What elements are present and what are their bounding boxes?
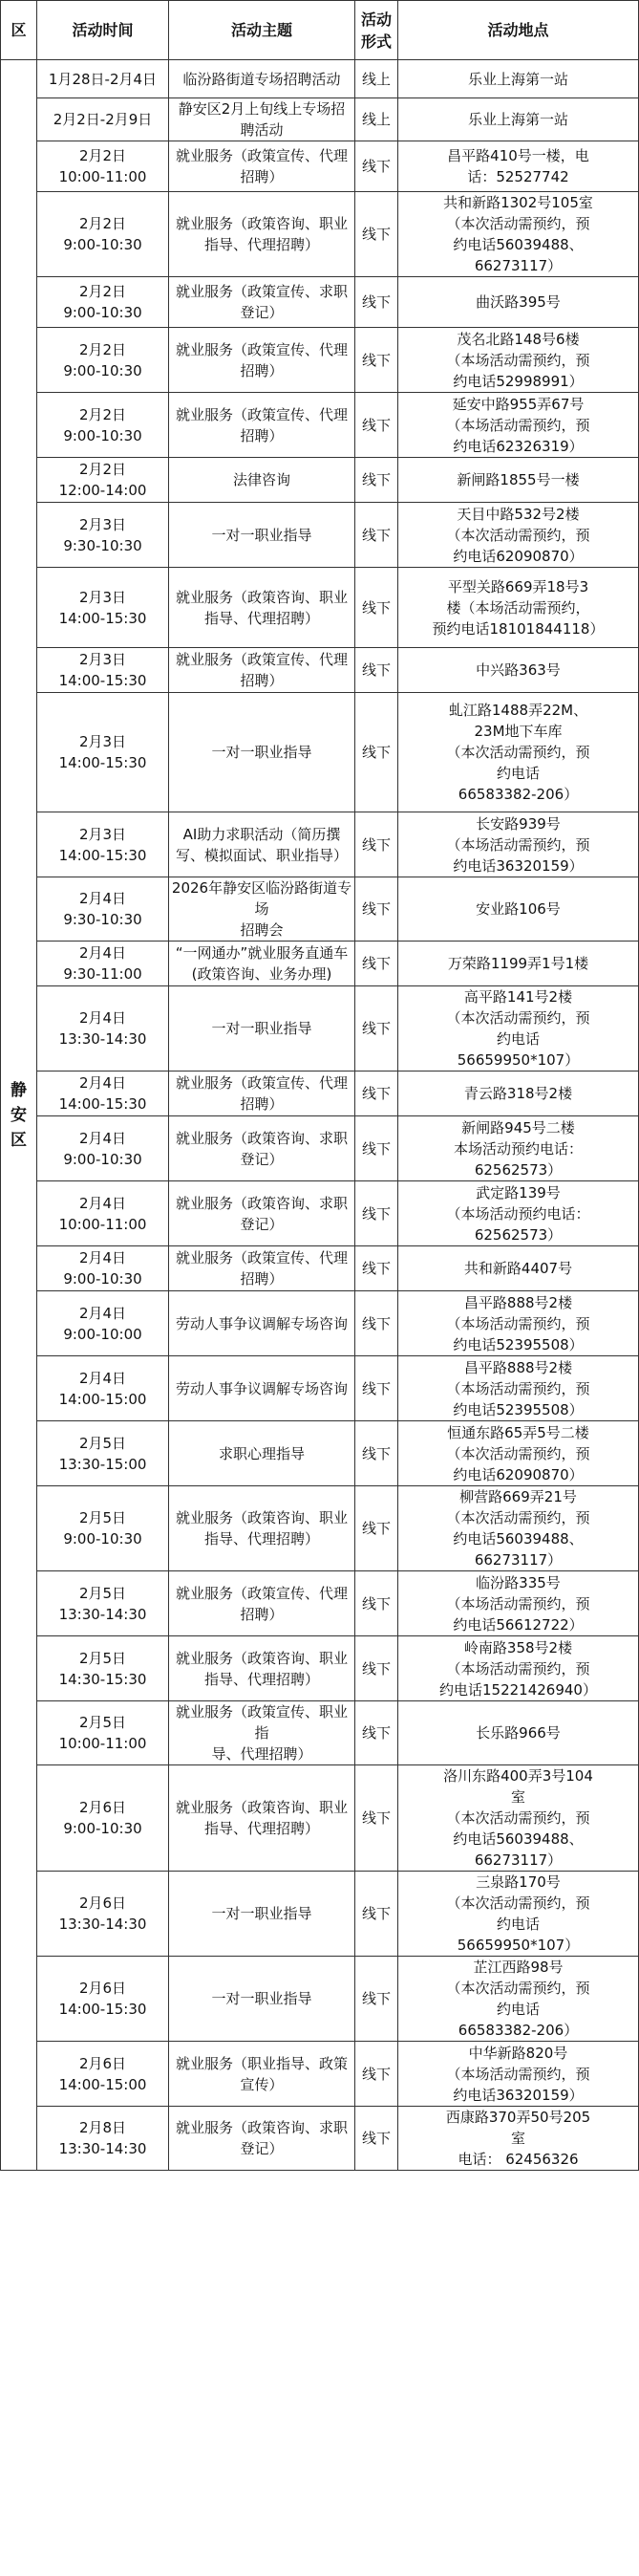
topic-cell: 一对一职业指导 bbox=[169, 693, 355, 812]
time-cell: 2月3日 14:00-15:30 bbox=[37, 568, 169, 648]
topic-cell: 就业服务（政策咨询、职业 指导、代理招聘） bbox=[169, 1486, 355, 1571]
table-row bbox=[1, 60, 639, 98]
table-row bbox=[1, 812, 639, 877]
format-cell: 线下 bbox=[355, 458, 398, 503]
format-cell: 线下 bbox=[355, 1765, 398, 1872]
time-cell: 2月6日 14:00-15:30 bbox=[37, 1957, 169, 2042]
location-cell: 昌平路410号一楼，电 话：52527742 bbox=[398, 141, 639, 192]
header-location: 活动地点 bbox=[398, 1, 639, 60]
format-cell: 线下 bbox=[355, 1116, 398, 1181]
table-row bbox=[1, 1072, 639, 1116]
format-cell: 线下 bbox=[355, 1291, 398, 1356]
location-cell: 青云路318号2楼 bbox=[398, 1072, 639, 1116]
format-cell: 线下 bbox=[355, 328, 398, 393]
location-cell: 共和新路4407号 bbox=[398, 1246, 639, 1291]
table-row bbox=[1, 1421, 639, 1486]
format-cell: 线下 bbox=[355, 1421, 398, 1486]
topic-cell: 临汾路街道专场招聘活动 bbox=[169, 60, 355, 98]
header-time: 活动时间 bbox=[37, 1, 169, 60]
schedule-body bbox=[1, 60, 639, 2171]
table-row bbox=[1, 1636, 639, 1701]
format-cell: 线下 bbox=[355, 277, 398, 328]
topic-cell: 一对一职业指导 bbox=[169, 503, 355, 568]
table-row bbox=[1, 1116, 639, 1181]
format-cell: 线下 bbox=[355, 1957, 398, 2042]
topic-cell: AI助力求职活动（简历撰 写、模拟面试、职业指导） bbox=[169, 812, 355, 877]
time-cell: 2月4日 14:00-15:30 bbox=[37, 1072, 169, 1116]
table-row bbox=[1, 877, 639, 942]
topic-cell: 就业服务（政策宣传、代理 招聘） bbox=[169, 648, 355, 693]
format-cell: 线下 bbox=[355, 503, 398, 568]
time-cell: 2月6日 9:00-10:30 bbox=[37, 1765, 169, 1872]
time-cell: 2月4日 9:00-10:30 bbox=[37, 1116, 169, 1181]
time-cell: 1月28日-2月4日 bbox=[37, 60, 169, 98]
format-cell: 线下 bbox=[355, 1486, 398, 1571]
topic-cell: 就业服务（政策宣传、代理 招聘） bbox=[169, 1246, 355, 1291]
location-cell: 高平路141号2楼 （本次活动需预约，预 约电话 56659950*107） bbox=[398, 986, 639, 1072]
location-cell: 柳营路669弄21号 （本次活动需预约，预 约电话56039488、 66273117） bbox=[398, 1486, 639, 1571]
header-row bbox=[1, 1, 639, 60]
table-row bbox=[1, 1246, 639, 1291]
time-cell: 2月4日 14:00-15:00 bbox=[37, 1356, 169, 1421]
time-cell: 2月5日 13:30-15:00 bbox=[37, 1421, 169, 1486]
topic-cell: 法律咨询 bbox=[169, 458, 355, 503]
location-cell: 武定路139号 （本场活动预约电话： 62562573） bbox=[398, 1181, 639, 1246]
table-row bbox=[1, 393, 639, 458]
time-cell: 2月8日 13:30-14:30 bbox=[37, 2107, 169, 2171]
table-row bbox=[1, 693, 639, 812]
location-cell: 昌平路888号2楼 （本场活动需预约，预 约电话52395508） bbox=[398, 1356, 639, 1421]
topic-cell: 就业服务（政策咨询、职业 指导、代理招聘） bbox=[169, 568, 355, 648]
location-cell: 恒通东路65弄5号二楼 （本次活动需预约，预 约电话62090870） bbox=[398, 1421, 639, 1486]
table-row bbox=[1, 2107, 639, 2171]
location-cell: 岭南路358号2楼 （本场活动需预约，预 约电话15221426940） bbox=[398, 1636, 639, 1701]
topic-cell: 就业服务（职业指导、政策 宣传） bbox=[169, 2042, 355, 2107]
location-cell: 昌平路888号2楼 （本场活动需预约，预 约电话52395508） bbox=[398, 1291, 639, 1356]
topic-cell: 静安区2月上旬线上专场招 聘活动 bbox=[169, 98, 355, 141]
location-cell: 平型关路669弄18号3 楼（本场活动需预约， 预约电话18101844118） bbox=[398, 568, 639, 648]
topic-cell: 就业服务（政策宣传、代理 招聘） bbox=[169, 141, 355, 192]
topic-cell: 就业服务（政策咨询、职业 指导、代理招聘） bbox=[169, 192, 355, 277]
format-cell: 线上 bbox=[355, 98, 398, 141]
topic-cell: 劳动人事争议调解专场咨询 bbox=[169, 1356, 355, 1421]
format-cell: 线下 bbox=[355, 141, 398, 192]
table-row bbox=[1, 1701, 639, 1765]
table-row bbox=[1, 1765, 639, 1872]
time-cell: 2月2日 9:00-10:30 bbox=[37, 393, 169, 458]
topic-cell: 就业服务（政策宣传、代理 招聘） bbox=[169, 393, 355, 458]
time-cell: 2月3日 14:00-15:30 bbox=[37, 648, 169, 693]
format-cell: 线下 bbox=[355, 568, 398, 648]
table-row bbox=[1, 98, 639, 141]
format-cell: 线下 bbox=[355, 648, 398, 693]
format-cell: 线下 bbox=[355, 1246, 398, 1291]
location-cell: 茂名北路148号6楼 （本场活动需预约，预 约电话52998991） bbox=[398, 328, 639, 393]
time-cell: 2月3日 14:00-15:30 bbox=[37, 812, 169, 877]
topic-cell: 2026年静安区临汾路街道专场 招聘会 bbox=[169, 877, 355, 942]
table-row bbox=[1, 1571, 639, 1636]
table-row bbox=[1, 1957, 639, 2042]
topic-cell: 劳动人事争议调解专场咨询 bbox=[169, 1291, 355, 1356]
format-cell: 线下 bbox=[355, 1072, 398, 1116]
format-cell: 线下 bbox=[355, 812, 398, 877]
topic-cell: 就业服务（政策宣传、代理 招聘） bbox=[169, 1571, 355, 1636]
format-cell: 线下 bbox=[355, 393, 398, 458]
time-cell: 2月4日 9:30-10:30 bbox=[37, 877, 169, 942]
topic-cell: 一对一职业指导 bbox=[169, 1872, 355, 1957]
format-cell: 线下 bbox=[355, 942, 398, 986]
format-cell: 线下 bbox=[355, 693, 398, 812]
topic-cell: 就业服务（政策咨询、职业 指导、代理招聘） bbox=[169, 1765, 355, 1872]
location-cell: 新闸路1855号一楼 bbox=[398, 458, 639, 503]
format-cell: 线下 bbox=[355, 877, 398, 942]
table-row bbox=[1, 986, 639, 1072]
location-cell: 长乐路966号 bbox=[398, 1701, 639, 1765]
location-cell: 西康路370弄50号205 室 电话： 62456326 bbox=[398, 2107, 639, 2171]
location-cell: 万荣路1199弄1号1楼 bbox=[398, 942, 639, 986]
header-format: 活动 形式 bbox=[355, 1, 398, 60]
header-district: 区 bbox=[1, 1, 37, 60]
district-cell: 静 安 区 bbox=[1, 60, 37, 2171]
time-cell: 2月5日 10:00-11:00 bbox=[37, 1701, 169, 1765]
time-cell: 2月5日 9:00-10:30 bbox=[37, 1486, 169, 1571]
table-row bbox=[1, 1872, 639, 1957]
format-cell: 线下 bbox=[355, 2042, 398, 2107]
location-cell: 三泉路170号 （本次活动需预约，预 约电话 56659950*107） bbox=[398, 1872, 639, 1957]
topic-cell: 就业服务（政策宣传、代理 招聘） bbox=[169, 1072, 355, 1116]
time-cell: 2月6日 14:00-15:00 bbox=[37, 2042, 169, 2107]
topic-cell: 就业服务（政策咨询、求职 登记） bbox=[169, 1181, 355, 1246]
location-cell: 延安中路955弄67号 （本场活动需预约，预 约电话62326319） bbox=[398, 393, 639, 458]
location-cell: 芷江西路98号 （本次活动需预约，预 约电话 66583382-206） bbox=[398, 1957, 639, 2042]
topic-cell: 一对一职业指导 bbox=[169, 1957, 355, 2042]
time-cell: 2月4日 13:30-14:30 bbox=[37, 986, 169, 1072]
format-cell: 线下 bbox=[355, 1636, 398, 1701]
table-row bbox=[1, 503, 639, 568]
location-cell: 乐业上海第一站 bbox=[398, 60, 639, 98]
format-cell: 线下 bbox=[355, 1356, 398, 1421]
table-row bbox=[1, 1356, 639, 1421]
table-row bbox=[1, 277, 639, 328]
location-cell: 虬江路1488弄22M、 23M地下车库 （本次活动需预约，预 约电话 66583382-206） bbox=[398, 693, 639, 812]
table-row bbox=[1, 328, 639, 393]
location-cell: 曲沃路395号 bbox=[398, 277, 639, 328]
location-cell: 中华新路820号 （本场活动需预约，预 约电话36320159） bbox=[398, 2042, 639, 2107]
format-cell: 线下 bbox=[355, 1701, 398, 1765]
time-cell: 2月2日 9:00-10:30 bbox=[37, 277, 169, 328]
time-cell: 2月4日 9:00-10:00 bbox=[37, 1291, 169, 1356]
format-cell: 线下 bbox=[355, 1571, 398, 1636]
table-row bbox=[1, 141, 639, 192]
table-row bbox=[1, 942, 639, 986]
time-cell: 2月2日 10:00-11:00 bbox=[37, 141, 169, 192]
format-cell: 线下 bbox=[355, 1872, 398, 1957]
location-cell: 乐业上海第一站 bbox=[398, 98, 639, 141]
time-cell: 2月6日 13:30-14:30 bbox=[37, 1872, 169, 1957]
topic-cell: 就业服务（政策咨询、求职 登记） bbox=[169, 1116, 355, 1181]
location-cell: 新闸路945号二楼 本场活动预约电话： 62562573） bbox=[398, 1116, 639, 1181]
time-cell: 2月4日 9:00-10:30 bbox=[37, 1246, 169, 1291]
time-cell: 2月2日 9:00-10:30 bbox=[37, 328, 169, 393]
time-cell: 2月3日 14:00-15:30 bbox=[37, 693, 169, 812]
time-cell: 2月2日 12:00-14:00 bbox=[37, 458, 169, 503]
table-row bbox=[1, 2042, 639, 2107]
location-cell: 安业路106号 bbox=[398, 877, 639, 942]
format-cell: 线下 bbox=[355, 192, 398, 277]
location-cell: 洛川东路400弄3号104 室 （本次活动需预约，预 约电话56039488、 66273117） bbox=[398, 1765, 639, 1872]
location-cell: 共和新路1302号105室 （本次活动需预约，预 约电话56039488、 66273117） bbox=[398, 192, 639, 277]
header-topic: 活动主题 bbox=[169, 1, 355, 60]
table-row bbox=[1, 1291, 639, 1356]
table-row bbox=[1, 648, 639, 693]
location-cell: 临汾路335号 （本场活动需预约，预 约电话56612722） bbox=[398, 1571, 639, 1636]
time-cell: 2月2日-2月9日 bbox=[37, 98, 169, 141]
table-row bbox=[1, 1181, 639, 1246]
format-cell: 线上 bbox=[355, 60, 398, 98]
time-cell: 2月4日 10:00-11:00 bbox=[37, 1181, 169, 1246]
table-row bbox=[1, 458, 639, 503]
topic-cell: 一对一职业指导 bbox=[169, 986, 355, 1072]
topic-cell: 就业服务（政策宣传、职业指 导、代理招聘） bbox=[169, 1701, 355, 1765]
topic-cell: 就业服务（政策宣传、求职 登记） bbox=[169, 277, 355, 328]
time-cell: 2月5日 14:30-15:30 bbox=[37, 1636, 169, 1701]
table-row bbox=[1, 192, 639, 277]
format-cell: 线下 bbox=[355, 1181, 398, 1246]
time-cell: 2月3日 9:30-10:30 bbox=[37, 503, 169, 568]
location-cell: 天目中路532号2楼 （本次活动需预约，预 约电话62090870） bbox=[398, 503, 639, 568]
topic-cell: 就业服务（政策咨询、求职 登记） bbox=[169, 2107, 355, 2171]
table-row bbox=[1, 568, 639, 648]
format-cell: 线下 bbox=[355, 986, 398, 1072]
topic-cell: “一网通办”就业服务直通车 (政策咨询、业务办理) bbox=[169, 942, 355, 986]
table-row bbox=[1, 1486, 639, 1571]
time-cell: 2月2日 9:00-10:30 bbox=[37, 192, 169, 277]
location-cell: 长安路939号 （本场活动需预约，预 约电话36320159） bbox=[398, 812, 639, 877]
time-cell: 2月4日 9:30-11:00 bbox=[37, 942, 169, 986]
topic-cell: 就业服务（政策咨询、职业 指导、代理招聘） bbox=[169, 1636, 355, 1701]
topic-cell: 求职心理指导 bbox=[169, 1421, 355, 1486]
time-cell: 2月5日 13:30-14:30 bbox=[37, 1571, 169, 1636]
format-cell: 线下 bbox=[355, 2107, 398, 2171]
location-cell: 中兴路363号 bbox=[398, 648, 639, 693]
topic-cell: 就业服务（政策宣传、代理 招聘） bbox=[169, 328, 355, 393]
